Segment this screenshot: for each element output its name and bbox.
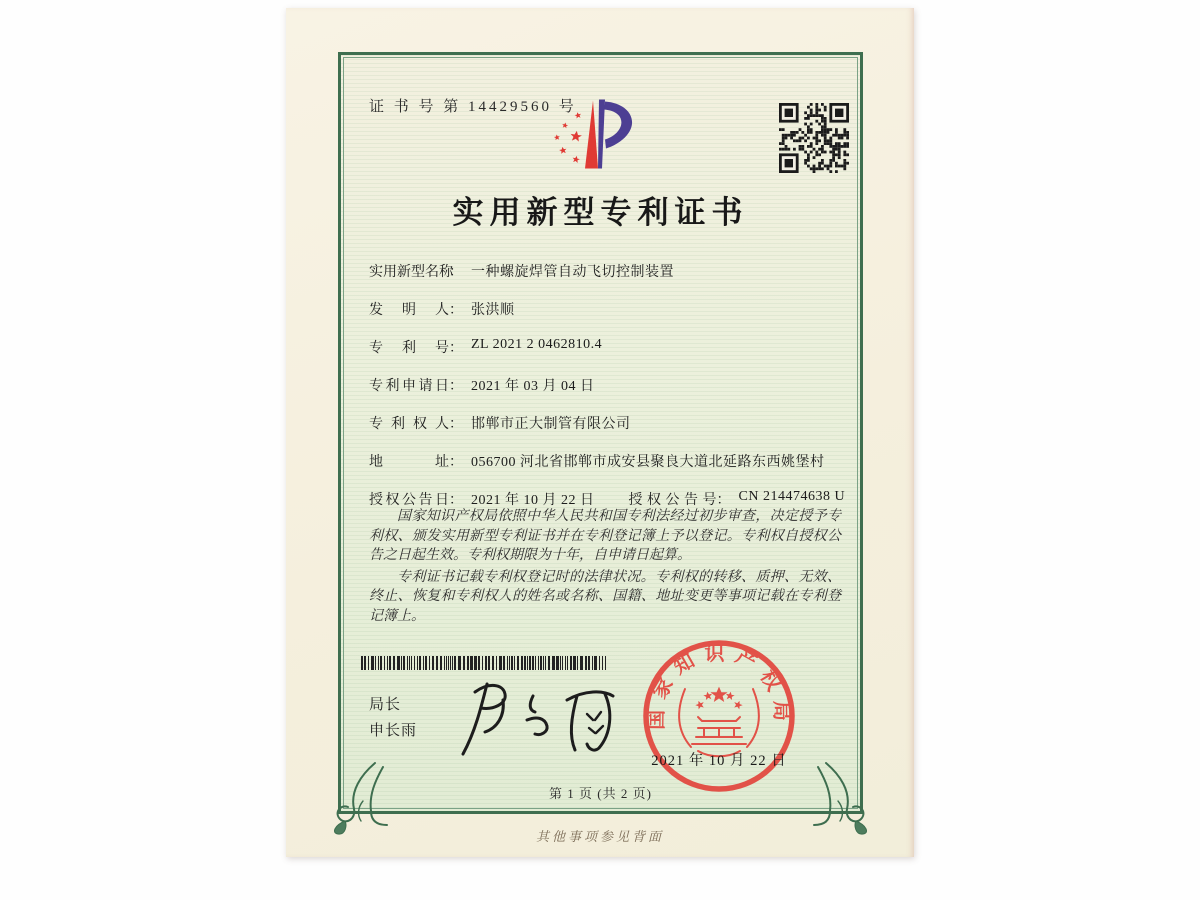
field-colon: ： xyxy=(449,265,463,280)
field-value: 2021 年 10 月 22 日 xyxy=(471,493,595,508)
signature-handwriting xyxy=(445,670,625,762)
field-value: CN 214474638 U xyxy=(738,489,846,504)
field-label: 专利号 xyxy=(369,341,449,356)
qr-code xyxy=(779,103,849,173)
back-note: 其他事项参见背面 xyxy=(535,829,664,844)
field-value: 2021 年 03 月 04 日 xyxy=(471,379,595,394)
field-value: 一种螺旋焊管自动飞切控制装置 xyxy=(471,265,674,280)
signer-name: 申长雨 xyxy=(369,723,418,739)
field-value: 张洪顺 xyxy=(471,303,515,318)
official-seal xyxy=(640,637,798,795)
field-colon: ： xyxy=(449,303,463,318)
seal-date: 2021 年 10 月 22 日 xyxy=(651,753,787,769)
field-row xyxy=(369,299,839,337)
page-indicator: 第 1 页 (共 2 页) xyxy=(549,786,652,801)
legal-paragraph-1: 国家知识产权局依照中华人民共和国专利法经过初步审查，决定授予专利权、颁发实用新型专利证书并在专利登记簿上予以登记。专利权自授权公告之日起生效。专利权期限为十年，自申请日起算。 xyxy=(369,509,841,563)
national-emblem-icon xyxy=(679,688,759,756)
field-label: 地址 xyxy=(369,455,449,470)
field-row xyxy=(369,375,839,413)
svg-text:国家知识产权局 xyxy=(645,642,793,730)
certificate-border xyxy=(338,52,863,814)
legal-text xyxy=(369,507,841,628)
field-row xyxy=(369,261,839,299)
barcode xyxy=(361,656,613,670)
field-label: 实用新型名称 xyxy=(369,265,453,280)
field-row xyxy=(369,451,839,489)
field-label: 发明人 xyxy=(369,303,449,318)
field-value: 056700 河北省邯郸市成安县聚良大道北延路东西姚堡村 xyxy=(471,455,825,470)
certificate-number: 证 书 号 第 14429560 号 xyxy=(369,99,577,115)
field-value: ZL 2021 2 0462810.4 xyxy=(471,337,603,352)
field-row xyxy=(369,413,839,451)
signer-block xyxy=(369,692,417,744)
field-label: 授权公告日 xyxy=(369,493,449,508)
field-colon: ： xyxy=(449,455,463,470)
certificate-fields xyxy=(369,261,846,527)
field-colon: ： xyxy=(449,379,463,394)
certificate-paper xyxy=(286,8,914,857)
certificate-title: 实用新型专利证书 xyxy=(452,195,749,230)
seal-arc-text: 国家知识产权局 xyxy=(645,642,793,730)
field-label: 专利权人 xyxy=(369,417,449,432)
field-colon: ： xyxy=(449,341,463,356)
field-colon: ： xyxy=(449,417,463,432)
field-value: 邯郸市正大制管有限公司 xyxy=(471,417,631,432)
cnipa-logo-icon xyxy=(551,97,651,173)
legal-paragraph-2: 专利证书记载专利权登记时的法律状况。专利权的转移、质押、无效、终止、恢复和专利权人的姓名或名称、国籍、地址变更等事项记载在专利登记簿上。 xyxy=(369,569,841,624)
field-colon: ： xyxy=(716,493,731,508)
signer-title: 局长 xyxy=(369,697,402,713)
field-label: 授权公告号 xyxy=(628,493,717,508)
field-label: 专利申请日 xyxy=(369,379,449,394)
field-colon: ： xyxy=(449,493,463,508)
field-row xyxy=(369,337,839,375)
